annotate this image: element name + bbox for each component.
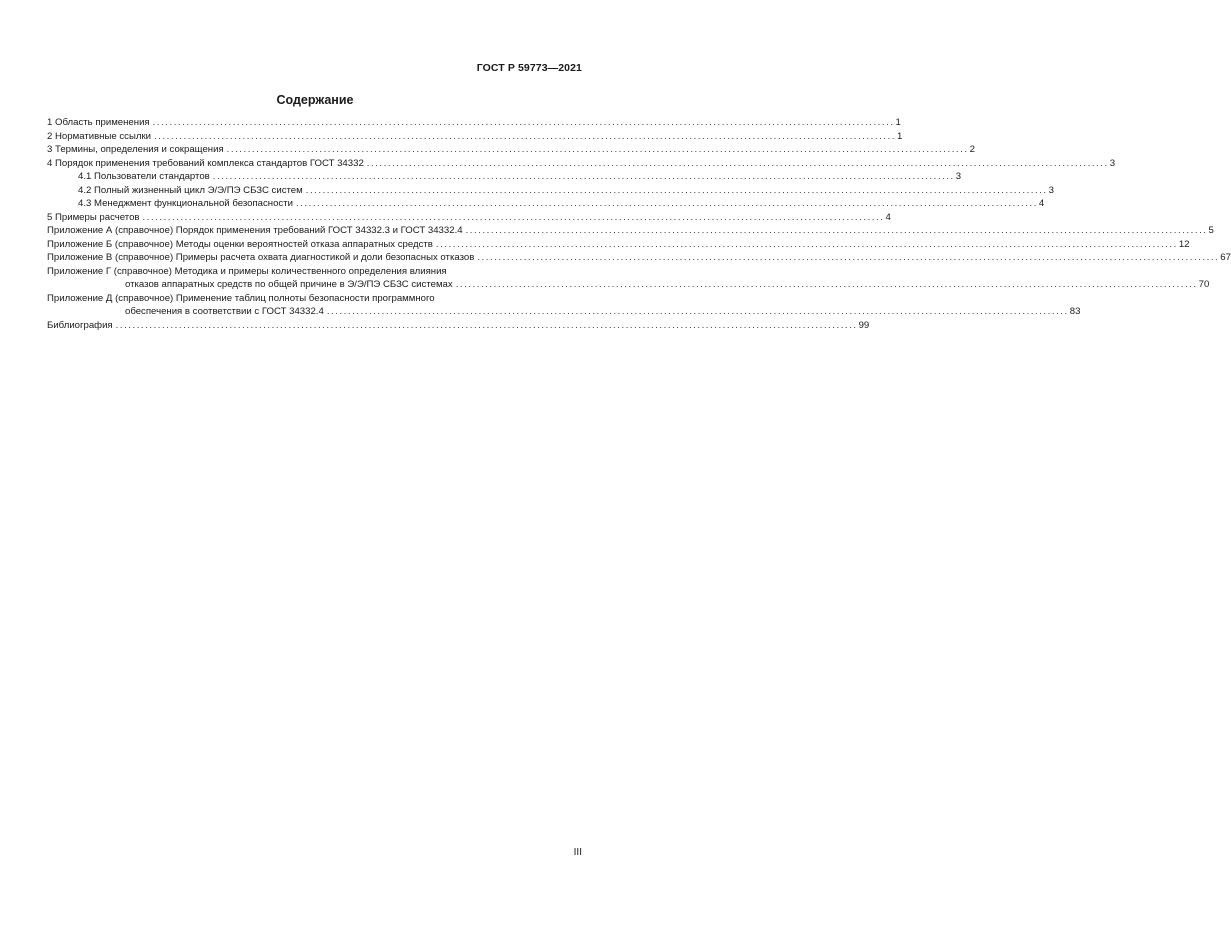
toc-entry-label: 4 Порядок применения требований комплекса стандартов ГОСТ 34332 (47, 157, 364, 169)
dot-leader: ................................................................................................................................................................................ (115, 319, 858, 331)
toc-entry-page: 2 (969, 144, 975, 155)
dot-leader: ................................................................................................................................................................................ (477, 252, 1220, 263)
toc-entry-page: 3 (1048, 184, 1054, 196)
dot-leader: ................................................................................................................................................................................ (154, 130, 896, 142)
toc-entry-label-line1: Приложение Г (справочное) Методика и примеры количественного определения влияния (47, 265, 447, 277)
toc-entry-label: 4.2 Полный жизненный цикл Э/Э/ПЭ СБЗС систем (78, 184, 303, 196)
toc-entry-annex-b[interactable] (47, 238, 1190, 252)
dot-leader: ................................................................................................................................................................................ (152, 117, 895, 128)
toc-entry-normative-references[interactable] (47, 130, 903, 144)
toc-title: Содержание (276, 93, 354, 107)
toc-entry-label: Приложение В (справочное) Примеры расчета охвата диагностикой и доли безопасных отказов (47, 252, 475, 263)
toc-entry-label: Библиография (47, 319, 113, 331)
toc-entry-scope[interactable] (47, 116, 901, 130)
dot-leader: ................................................................................................................................................................................ (226, 144, 969, 155)
toc-entry-label: 1 Область применения (47, 117, 150, 128)
toc-entry-label: 4.3 Менеджмент функциональной безопасности (78, 198, 293, 209)
dot-leader: ................................................................................................................................................................................ (465, 225, 1208, 236)
toc-entry-page: 99 (858, 319, 870, 331)
toc-entry-page: 12 (1178, 238, 1190, 250)
toc-entry-safety-management[interactable] (47, 197, 1045, 211)
toc-entry-page: 4 (1038, 198, 1045, 209)
toc-entry-page: 1 (896, 130, 903, 142)
toc-entry-page: 83 (1069, 306, 1081, 317)
toc-entry-page: 67 (1220, 252, 1231, 263)
toc-entry-annex-g[interactable] (47, 265, 1210, 292)
toc-entry-annex-a[interactable] (47, 224, 1214, 238)
dot-leader: ................................................................................................................................................................................ (366, 157, 1109, 169)
toc-entry-label-line2: обеспечения в соответствии с ГОСТ 34332.4 (125, 306, 324, 317)
toc-entry-label: Приложение Б (справочное) Методы оценки вероятностей отказа аппаратных средств (47, 238, 433, 250)
toc-entry-label-line1: Приложение Д (справочное) Применение таблиц полноты безопасности программного (47, 292, 435, 304)
toc-entry-label-line2: отказов аппаратных средств по общей причине в Э/Э/ПЭ СБЗС системах (125, 279, 453, 290)
toc-entry-label: 4.1 Пользователи стандартов (78, 171, 210, 182)
toc-entry-lifecycle[interactable] (47, 184, 1054, 198)
toc-entry-label: 3 Термины, определения и сокращения (47, 144, 224, 155)
toc-entry-page: 1 (895, 117, 901, 128)
toc-entry-label: 2 Нормативные ссылки (47, 130, 152, 142)
toc-entry-label: Приложение А (справочное) Порядок применения требований ГОСТ 34332.3 и ГОСТ 34332.4 (47, 225, 463, 236)
toc-entry-page: 3 (1109, 157, 1116, 169)
toc-entry-page: 70 (1198, 279, 1210, 290)
dot-leader: ................................................................................................................................................................................ (142, 211, 885, 223)
toc-entry-calculation-examples[interactable] (47, 211, 891, 225)
toc-entry-standard-users[interactable] (47, 170, 962, 184)
toc-entry-terms[interactable] (47, 143, 975, 157)
page-number: III (573, 847, 582, 858)
table-of-contents (47, 116, 1231, 332)
toc-entry-page: 4 (885, 211, 891, 223)
toc-entry-page: 3 (955, 171, 962, 182)
dot-leader: ................................................................................................................................................................................ (435, 238, 1178, 250)
toc-entry-application-procedure[interactable] (47, 157, 1116, 171)
toc-entry-label: 5 Примеры расчетов (47, 211, 140, 223)
toc-entry-annex-d[interactable] (47, 292, 1081, 319)
dot-leader: ................................................................................................................................................................................ (305, 184, 1048, 196)
dot-leader: ................................................................................................................................................................................ (295, 198, 1038, 209)
document-code: ГОСТ Р 59773—2021 (476, 62, 582, 74)
dot-leader: ................................................................................................................................................................................ (455, 279, 1198, 290)
toc-entry-annex-v[interactable] (47, 251, 1231, 265)
toc-entry-bibliography[interactable] (47, 319, 870, 333)
dot-leader: ................................................................................................................................................................................ (326, 306, 1069, 317)
toc-entry-page: 5 (1208, 225, 1214, 236)
dot-leader: ................................................................................................................................................................................ (212, 171, 955, 182)
